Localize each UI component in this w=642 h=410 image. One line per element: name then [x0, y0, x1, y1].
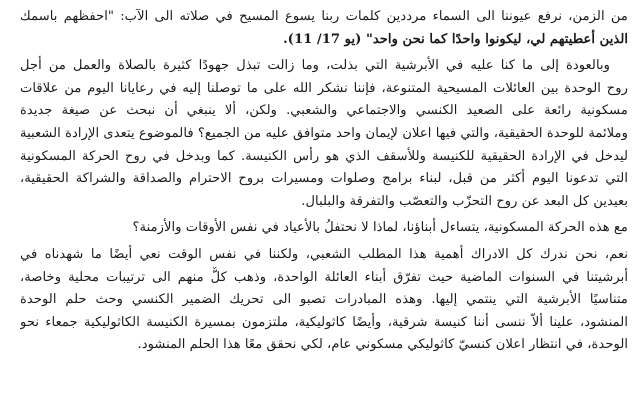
text-line: متناسيًا الأبرشية التي ينتمي إليها. وهذه المبادرات تصبو الى تحريك الضمير الكنسي وحث حلم الوحدة: [20, 292, 628, 308]
text-line: أبرشيتنا في السنوات الماضية حيث تفرّق أبناء العائلة الواحدة، وذهب كلٌّ منهم الى ترتيبات محلية وخاصة،: [20, 269, 628, 285]
paragraph-2: [20, 55, 628, 213]
text-line: وملائمة للوحدة الحقيقية، والتي فيها اعلان لإيمان واحد متوافق عليه من الجميع؟ فالموضوع يتعدى الإرادة الشعبية: [20, 125, 628, 141]
paragraph-1: [20, 6, 628, 51]
text-line: وبالعودة إلى ما كنا عليه في الأبرشية التي بذلت، وما زالت تبذل جهودًا كثيرة بالصلاة والعمل من أجل: [20, 58, 610, 74]
question-line: مع هذه الحركة المسكونية، يتساءل أبناؤنا، لماذا لا نحتفلُ بالأعياد في نفس الأوقات والأزمنة؟: [132, 220, 628, 236]
quote-line: الذين أعطيتهم لي، ليكونوا واحدًا كما نحن واحد" (يو 17/ 11).: [283, 31, 628, 47]
text-line: من الزمن، نرفع عيوننا الى السماء مرددين كلمات ربنا يسوع المسيح في صلاته الى الآب: "احفظهم باسمك: [20, 9, 628, 24]
text-line: المنشود، علينا ألاّ ننسى أننا كنيسة شرقية، وأيضًا كاثوليكية، ملتزمون بمسيرة الكنيسة الكاثوليكية جمعاء نحو: [20, 314, 628, 330]
text-line: بعيدين كل البعد عن روح التحزّب والتعصّب والتفرقة والبلبال.: [301, 193, 628, 209]
text-line: التي تدعونا اليوم أكثر من قبل، لبناء برامج وصلوات ومسيرات بروح الاحترام والصداقة والشراكة الحقيقية،: [20, 171, 628, 187]
text-line: مسكونية رائعة على الصعيد الكنسي والاجتماعي والشعبي. ولكن، ألا ينبغي أن نبحث عن صيغة جديدة: [20, 103, 628, 119]
text-line: روح الوحدة بين العائلات المسيحية المتنوعة، فإننا نشكر الله على ما توصلنا إليه في رعايانا اليوم من علاقات: [20, 80, 628, 96]
paragraph-4: [20, 244, 628, 357]
paragraph-3: [20, 217, 628, 240]
text-line: الوحدة، في انتظار اعلان كنسيّ كاثوليكي مسكوني عام، لكي نحقق معًا هذا الحلم المنشود.: [137, 337, 628, 353]
text-line: نعم، نحن ندرك كل الادراك أهمية هذا المطلب الشعبي، ولكننا في نفس الوقت نعي أيضًا ما شهدناه في: [20, 246, 628, 262]
text-line: ليدخل في الإرادة الحقيقية للكنيسة وللأسقف الذي هو رأس الكنيسة. كما وبدخل في روح الحركة المسكونية: [20, 148, 628, 164]
